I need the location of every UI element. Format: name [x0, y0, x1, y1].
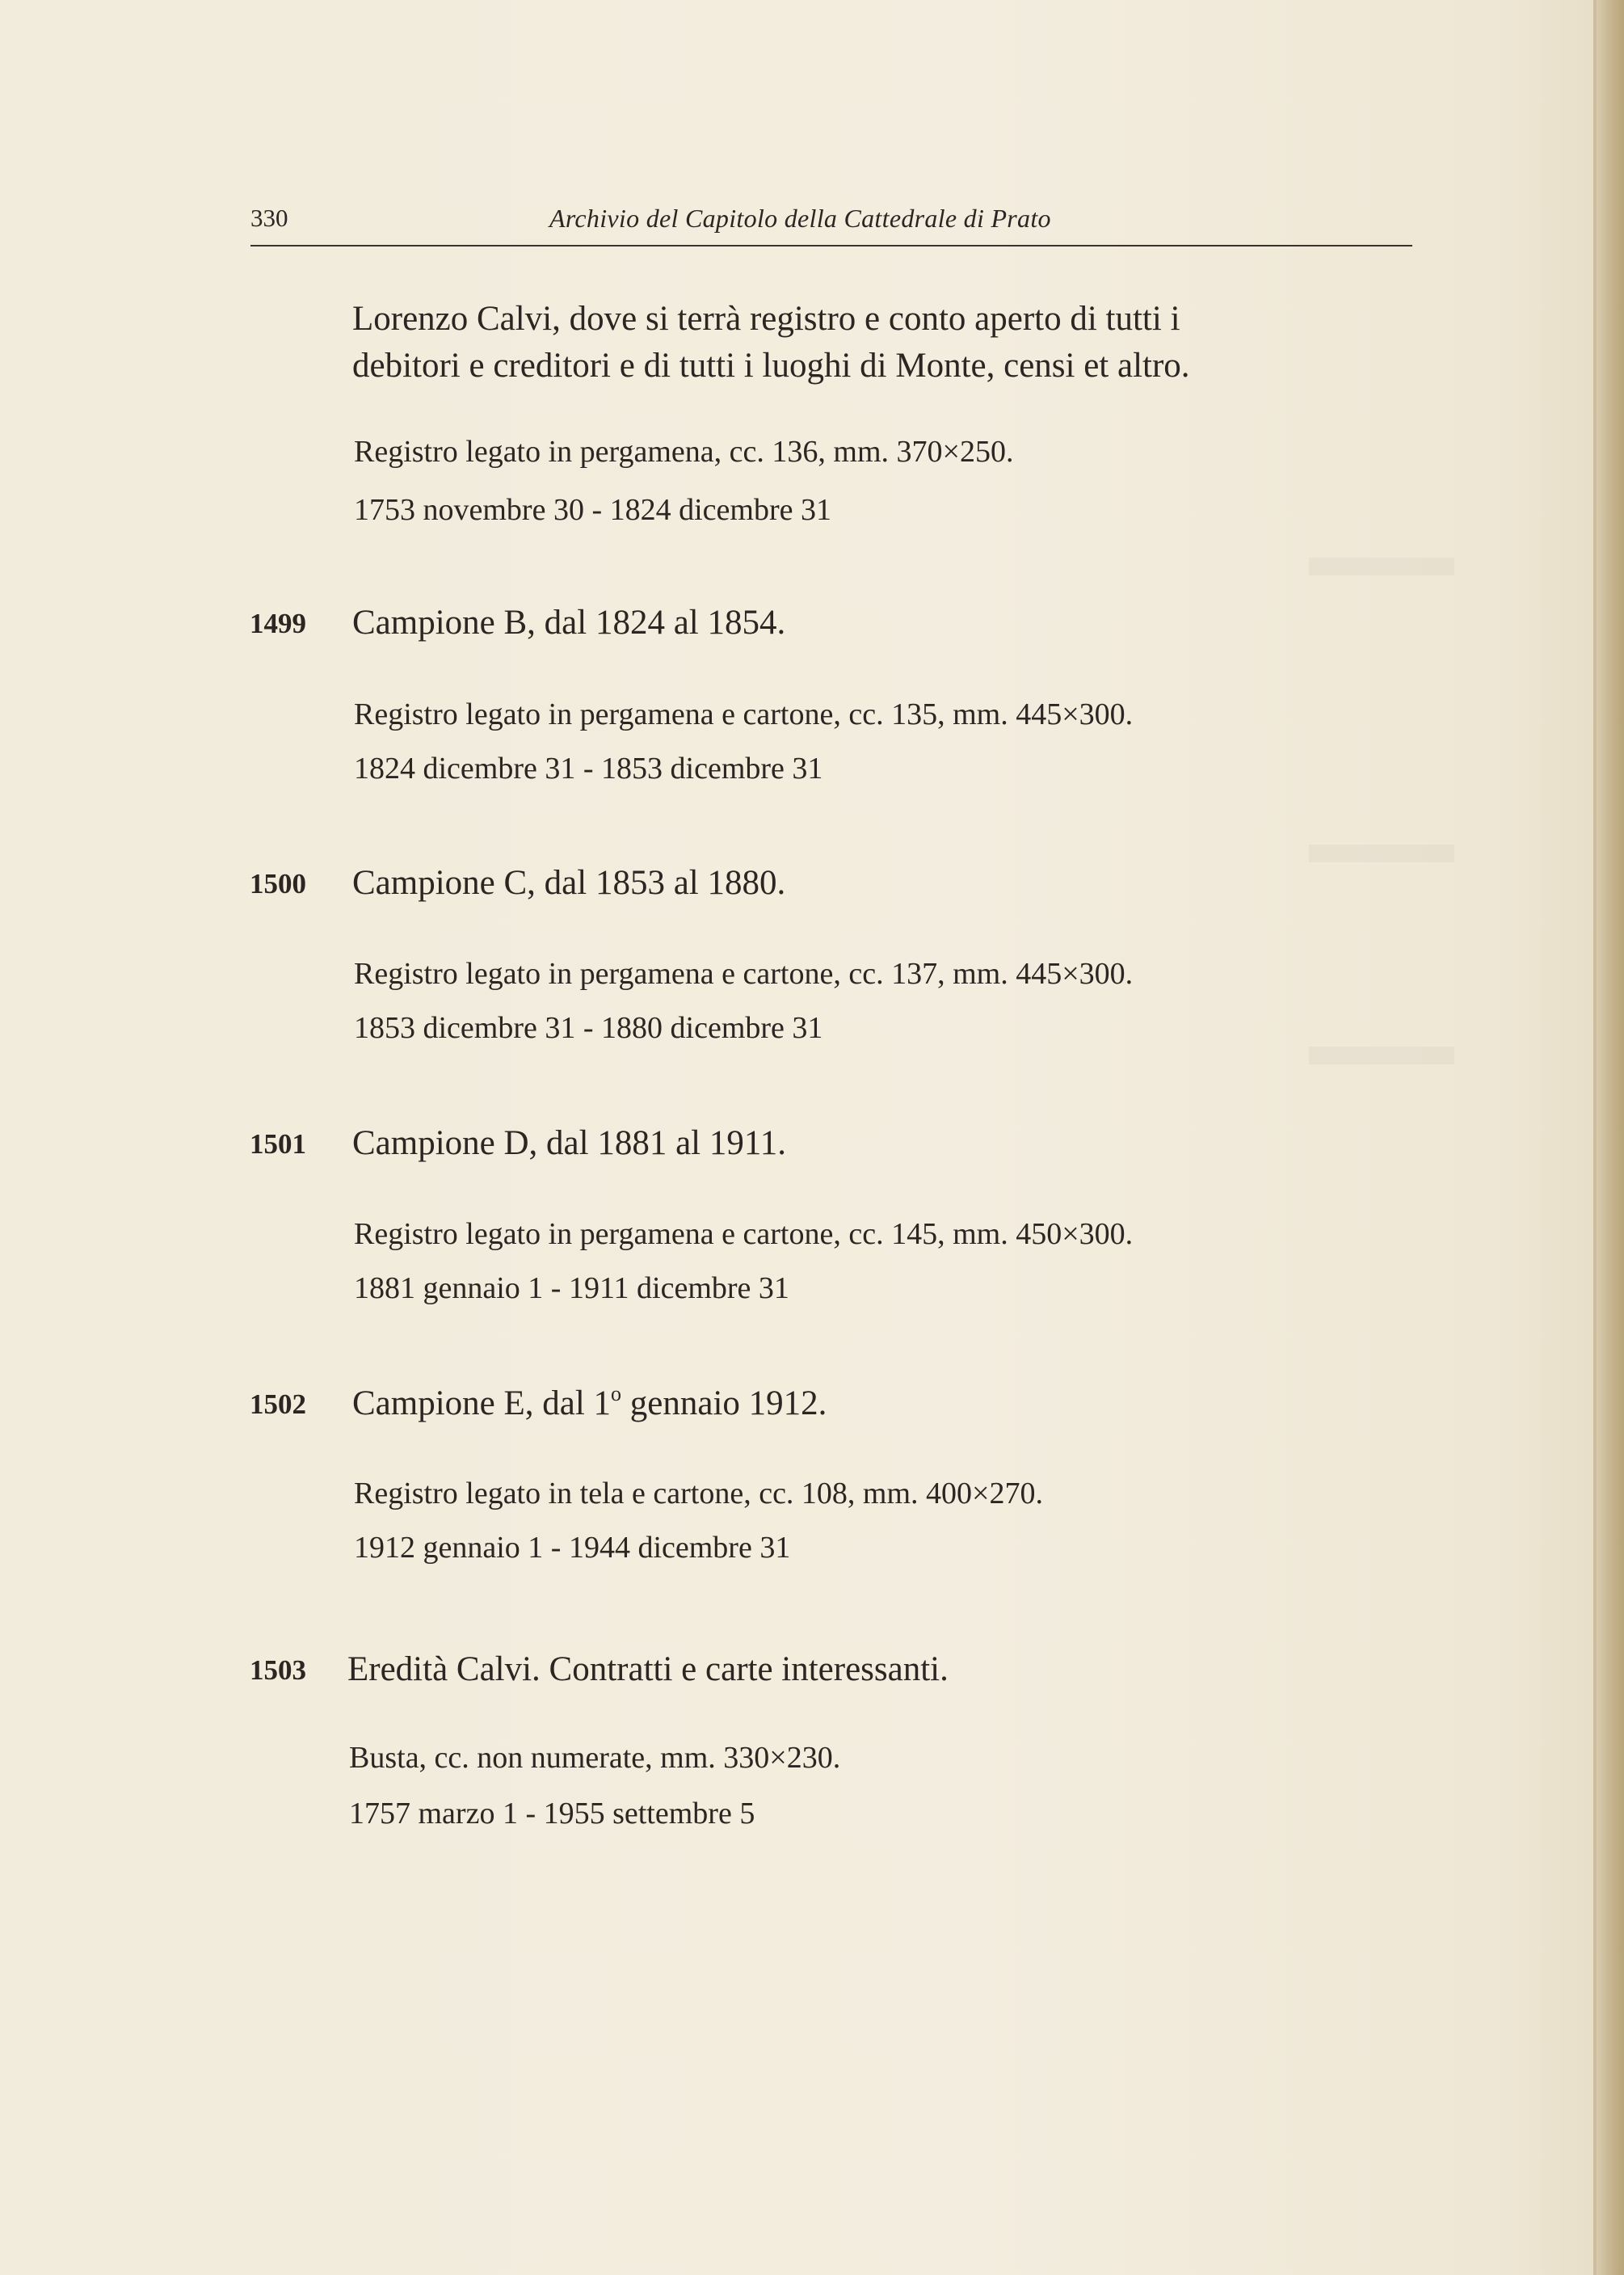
entry-title: Campione B, dal 1824 al 1854.: [352, 604, 786, 642]
book-page-edge: [1597, 0, 1624, 2275]
bleed-through-mark: [1309, 558, 1454, 575]
entry-number: 1500: [250, 868, 306, 899]
entry-title-prefix: Campione E, dal 1: [352, 1384, 612, 1422]
entry-number: 1502: [250, 1388, 306, 1420]
entry-description: Registro legato in pergamena e cartone, cc. 145, mm. 450×300.: [354, 1217, 1134, 1251]
page-number: 330: [250, 204, 288, 232]
continuation-dates: 1753 novembre 30 - 1824 dicembre 31: [354, 493, 831, 527]
continuation-title-line: Lorenzo Calvi, dove si terrà registro e conto aperto di tutti i: [352, 300, 1180, 338]
entry-dates: 1912 gennaio 1 - 1944 dicembre 31: [354, 1531, 791, 1565]
entry-number: 1501: [250, 1128, 306, 1160]
running-title: Archivio del Capitolo della Cattedrale di Prato: [549, 204, 1051, 233]
header-rule: [250, 245, 1412, 246]
entry-number: 1499: [250, 608, 306, 639]
entry-dates: 1853 dicembre 31 - 1880 dicembre 31: [354, 1011, 823, 1045]
continuation-description: Registro legato in pergamena, cc. 136, mm. 370×250.: [354, 435, 1014, 469]
entry-title: [352, 1384, 827, 1423]
entry-title-superscript: o: [611, 1382, 622, 1405]
entry-title: Campione D, dal 1881 al 1911.: [352, 1124, 787, 1162]
entry-description: Registro legato in pergamena e cartone, cc. 135, mm. 445×300.: [354, 697, 1134, 731]
entry-title: Eredità Calvi. Contratti e carte interessanti.: [347, 1650, 949, 1688]
bleed-through-mark: [1309, 1047, 1454, 1064]
entry-description: Registro legato in pergamena e cartone, cc. 137, mm. 445×300.: [354, 957, 1134, 991]
entry-dates: 1881 gennaio 1 - 1911 dicembre 31: [354, 1271, 789, 1305]
entry-title: Campione C, dal 1853 al 1880.: [352, 864, 786, 902]
entry-title-suffix: gennaio 1912.: [621, 1384, 827, 1422]
entry-description: Registro legato in tela e cartone, cc. 108, mm. 400×270.: [354, 1477, 1043, 1510]
entry-number: 1503: [250, 1654, 306, 1686]
entry-dates: 1757 marzo 1 - 1955 settembre 5: [349, 1797, 755, 1831]
entry-description: Busta, cc. non numerate, mm. 330×230.: [349, 1741, 841, 1775]
continuation-title-line: debitori e creditori e di tutti i luoghi di Monte, censi et altro.: [352, 347, 1190, 385]
bleed-through-mark: [1309, 845, 1454, 862]
entry-dates: 1824 dicembre 31 - 1853 dicembre 31: [354, 752, 823, 786]
running-header: [250, 204, 1412, 239]
